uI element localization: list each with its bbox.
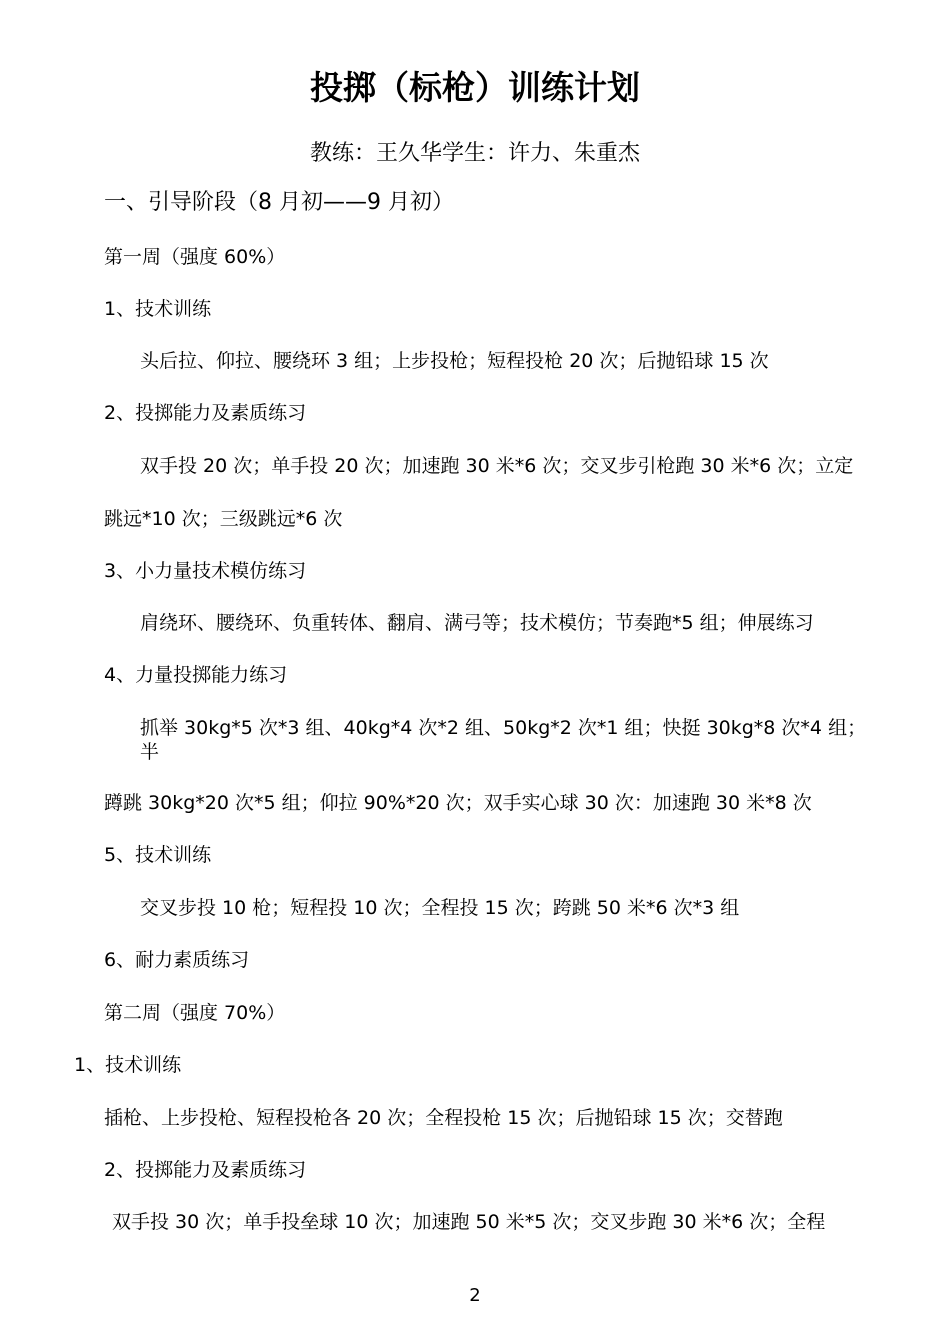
week-1-item-4-heading: 4、力量投掷能力练习 xyxy=(104,664,288,686)
section-heading-stage-1: 一、引导阶段（8 月初——9 月初） xyxy=(104,190,454,215)
week-2-item-2-text: 双手投 30 次；单手投垒球 10 次；加速跑 50 米*5 次；交叉步跑 30 米*6 次；全程 xyxy=(112,1211,826,1233)
week-1-item-6-heading: 6、耐力素质练习 xyxy=(104,949,250,971)
week-1-item-2-text-line-1: 双手投 20 次；单手投 20 次；加速跑 30 米*6 次；交叉步引枪跑 30 米*6 次；立定 xyxy=(140,455,854,477)
week-1-item-5-heading: 5、技术训练 xyxy=(104,844,212,866)
week-2-item-2-heading: 2、投掷能力及素质练习 xyxy=(104,1159,307,1181)
week-1-item-3-text: 肩绕环、腰绕环、负重转体、翻肩、满弓等；技术模仿；节奏跑*5 组；伸展练习 xyxy=(140,612,814,634)
week-1-item-2-heading: 2、投掷能力及素质练习 xyxy=(104,402,307,424)
week-1-heading: 第一周（强度 60%） xyxy=(104,246,286,268)
week-1-item-4-text-line-1: 抓举 30kg*5 次*3 组、40kg*4 次*2 组、50kg*2 次*1 组；快挺 30kg*8 次*4 组；半 xyxy=(140,717,867,763)
document-title: 投掷（标枪）训练计划 xyxy=(310,68,640,107)
document-subtitle: 教练：王久华学生：许力、朱重杰 xyxy=(309,141,640,166)
week-1-item-5-text: 交叉步投 10 枪；短程投 10 次；全程投 15 次；跨跳 50 米*6 次*3 组 xyxy=(140,897,740,919)
week-1-item-4-text-line-2: 蹲跳 30kg*20 次*5 组；仰拉 90%*20 次；双手实心球 30 次：加速跑 30 米*8 次 xyxy=(104,792,812,814)
week-1-item-1-heading: 1、技术训练 xyxy=(104,298,212,320)
week-2-item-1-heading: 1、技术训练 xyxy=(74,1054,182,1076)
week-1-item-1-text: 头后拉、仰拉、腰绕环 3 组；上步投枪；短程投枪 20 次；后抛铅球 15 次 xyxy=(140,350,769,372)
week-2-item-1-text: 插枪、上步投枪、短程投枪各 20 次；全程投枪 15 次；后抛铅球 15 次；交替跑 xyxy=(104,1107,783,1129)
page-number: 2 xyxy=(469,1285,481,1306)
week-1-item-3-heading: 3、小力量技术模仿练习 xyxy=(104,560,307,582)
week-2-heading: 第二周（强度 70%） xyxy=(104,1002,286,1024)
week-1-item-2-text-line-2: 跳远*10 次；三级跳远*6 次 xyxy=(104,508,343,530)
